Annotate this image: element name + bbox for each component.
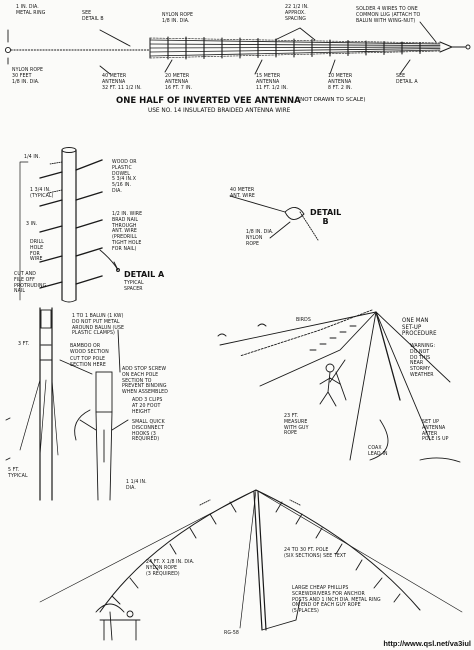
top-antenna-drawing (5, 22, 470, 74)
measure-label: 23 FT. MEASURE WITH GUY ROPE (284, 413, 309, 437)
cut-nail-label: CUT AND FILE OFF PROTRUDING NAIL (14, 271, 47, 295)
five-ft-label: 5 FT. TYPICAL (8, 467, 28, 479)
ant-15-label: 15 METER ANTENNA 11 FT. 1/2 IN. (256, 73, 288, 91)
rope-label: 1/8 IN. DIA. NYLON ROPE (246, 229, 274, 247)
rg58-label: RG-58 (224, 630, 239, 636)
nylon-rope-top-label: NYLON ROPE 1/8 IN. DIA. (162, 12, 194, 24)
source-url: http://www.qsl.net/va3iul (383, 639, 471, 648)
bottom-pole-label: 24 TO 30 FT. POLE (SIX SECTIONS) SEE TEXT (284, 547, 347, 559)
detail-a-title: DETAIL A (124, 270, 165, 279)
set-up-label: SET UP ANTENNA AFTER POLE IS UP (422, 419, 449, 443)
coax-label: COAX LEAD-IN (368, 445, 388, 457)
top-title: ONE HALF OF INVERTED VEE ANTENNA (116, 96, 301, 106)
ant-40-label: 40 METER ANTENNA 32 FT. 11 1/2 IN. (102, 73, 142, 91)
one-man-label: ONE MAN SET-UP PROCEDURE (402, 317, 437, 338)
dowel-label: WOOD OR PLASTIC DOWEL 5 3/4 IN.X 5/16 IN. DIA. (112, 159, 137, 194)
ant-wire-label: 40 METER ANT. WIRE (230, 187, 255, 199)
ant-20-label: 20 METER ANTENNA 16 FT. 7 IN. (165, 73, 193, 91)
warning-label: WARNING: DO NOT DO THIS NEAR STORMY WEATHER (410, 343, 436, 378)
three-inch-label: 3 IN. (26, 221, 38, 227)
brad-nail-label: 1/2 IN. WIRE BRAD NAIL THROUGH ANT. WIRE (PREDRILL TIGHT HOLE FOR NAIL) (112, 211, 143, 252)
wire-note: USE NO. 14 INSULATED BRAIDED ANTENNA WIRE (148, 108, 291, 114)
pole-dia-label: 1 1/4 IN. DIA. (126, 479, 147, 491)
screwdrivers-label: LARGE CHEAP PHILLIPS SCREWDRIVERS FOR ANCHOR POSTS AND 1 INCH DIA. METAL RING ON END OF EACH GUY ROPE (5 PLACES) (292, 585, 381, 615)
balun-label: 1 TO 1 BALUN (1 KW) DO NOT PUT METAL AROUND BALUN (USE PLASTIC CLAMPS) (72, 313, 125, 337)
see-detail-b-label: SEE DETAIL B (82, 10, 104, 22)
drill-hole-label: DRILL HOLE FOR WIRE (30, 239, 44, 263)
three-ft-label: 3 FT. (18, 341, 30, 347)
detail-b-title: DETAIL B (310, 208, 342, 226)
not-to-scale: (NOT DRAWN TO SCALE) (298, 97, 366, 103)
detail-b-drawing (230, 196, 318, 240)
ant-10-label: 10 METER ANTENNA 8 FT. 2 IN. (328, 73, 353, 91)
bamboo-label: BAMBOO OR WOOD SECTION (70, 343, 109, 355)
birds-label: BIRDS (296, 317, 311, 323)
see-detail-a-label: SEE DETAIL A (396, 73, 418, 85)
spacing-label: 22 1/2 IN. APPROX. SPACING (285, 4, 309, 22)
quarter-inch-label: 1/4 IN. (24, 154, 41, 160)
stop-screw-label: ADD STOP SCREW ON EACH POLE SECTION TO PREVENT BINDING WHEN ASSEMBLED (122, 366, 168, 396)
hooks-label: SMALL QUICK DISCONNECT HOOKS (3 REQUIRED) (132, 419, 165, 443)
detail-a-subtitle: TYPICAL SPACER (124, 280, 144, 292)
typical-spacing-label: 1 3/4 IN. (TYPICAL) (30, 187, 54, 199)
bottom-vee-drawing (40, 490, 462, 640)
cut-top-label: CUT TOP POLE SECTION HERE (70, 356, 106, 368)
solder-label: SOLDER 4 WIRES TO ONE COMMON LUG (ATTACH TO BALUN WITH WING-NUT) (356, 6, 421, 24)
ring-label: 1 IN. DIA. METAL RING (16, 4, 46, 16)
bottom-nylon-label: 24 FT. X 1/8 IN. DIA. NYLON ROPE (3 REQUIRED) (146, 559, 195, 577)
nylon-rope-left-label: NYLON ROPE 30 FEET 1/8 IN. DIA. (12, 67, 44, 85)
clips-label: ADD 3 CLIPS AT 20 FOOT HEIGHT (132, 397, 163, 415)
